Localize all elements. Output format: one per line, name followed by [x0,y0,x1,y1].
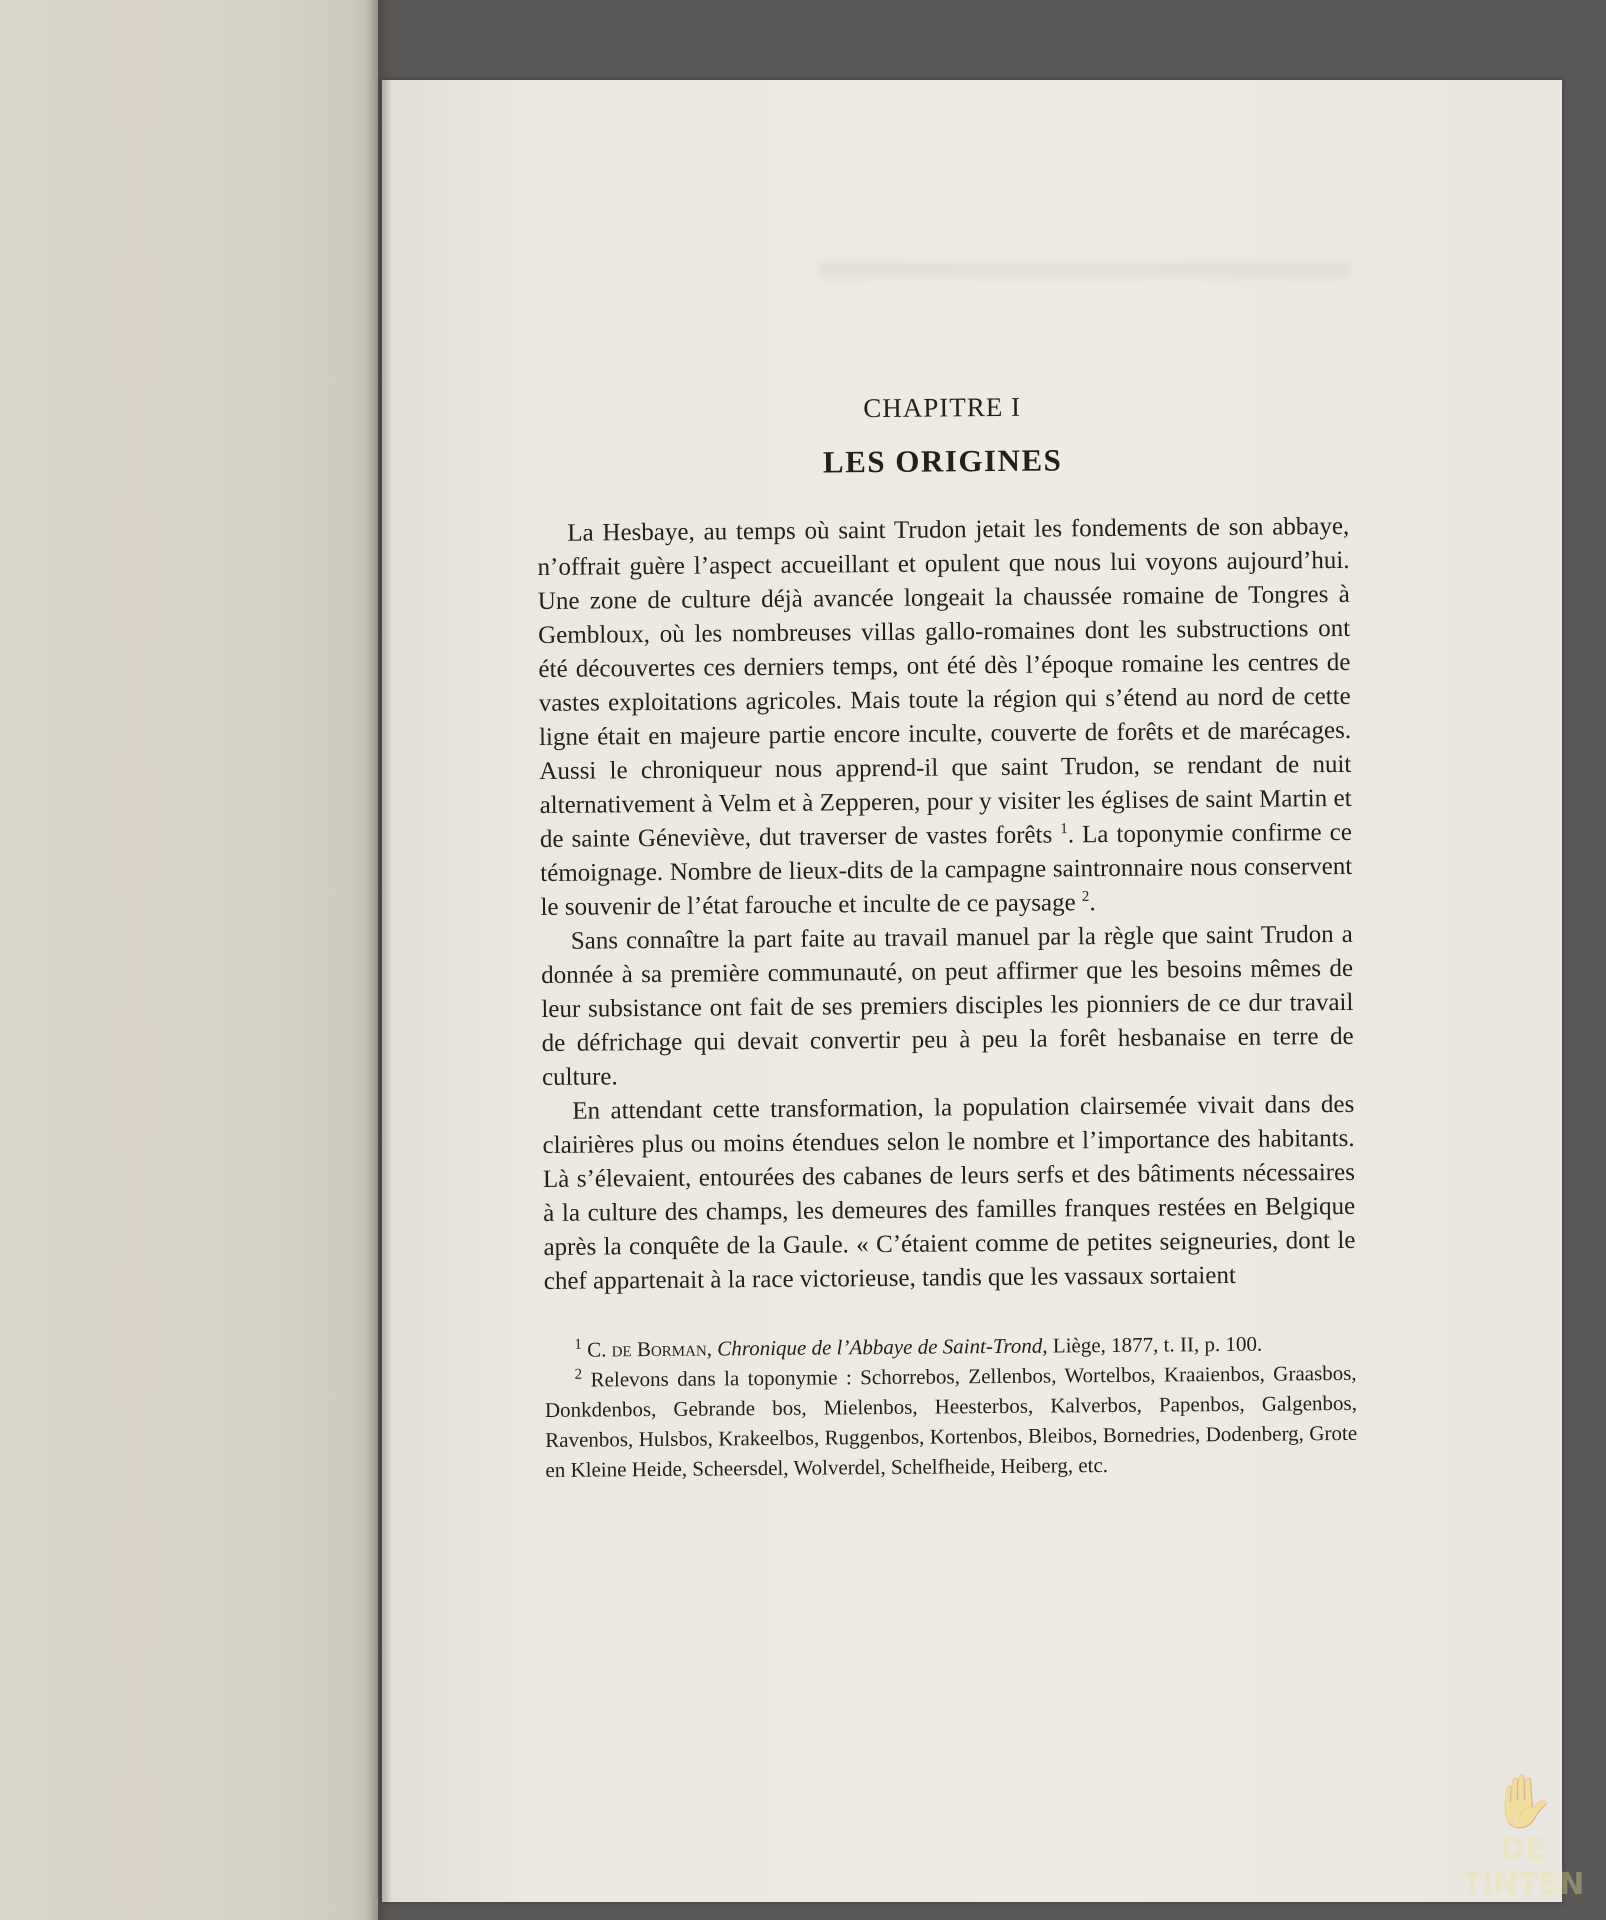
page-text [536,381,1358,1485]
watermark-text: DE TINTEN [1461,1832,1585,1902]
body-text [537,510,1356,1299]
show-through-header [820,262,1350,278]
hand-icon: ✋ [1490,1772,1556,1832]
footnotes [544,1328,1357,1485]
watermark-logo [1448,1772,1598,1902]
chapter-title: LES ORIGINES [822,442,1063,480]
footnote-1: $^1$ C. de Borman, Chronique de l’Abbaye de Saint-Trond, Liège, 1877, t. II, p. 100. [574,1331,1263,1362]
book-gutter [366,0,392,1920]
footnote-ref-2[interactable]: 2 [1081,888,1090,905]
footnote-work-title: Chronique de l’Abbaye de Saint-Trond [717,1333,1043,1361]
paragraph-3: En attendant cette transformation, la population clairsemée vivait dans des clairières plus ou moins étendues selon le nombre et l’importance des habitants. Là s’élevaient, entourées des cabanes de leurs serfs et des bâtiments nécessaires à la culture des champs, les demeures des familles franques restées en Belgique après la conquête de la Gaule. « C’étaient comme de petites seigneuries, dont le chef appartenait à la race victorieuse, tandis que les vassaux sortaient [542,1090,1356,1295]
left-page [0,0,378,1920]
footnote-2: $^2$ Relevons dans la toponymie : Schorrebos, Zellenbos, Wortelbos, Kraaienbos, Graasbos, Donkdenbos, Gebrande bos, Mielenbos, Heesterbos, Kalverbos, Papenbos, Galgenbos, Ravenbos, Hulsbos, Krakeelbos, Ruggenbos, Kortenbos, Bleibos, Bornedries, Dodenberg, Grote en Kleine Heide, Scheersdel, Wolverdel, Schelfheide, Heiberg, etc. [544,1360,1358,1482]
paragraph-2: Sans connaître la part faite au travail manuel par la règle que saint Trudon a donnée à sa première communauté, on peut affirmer que les besoins mêmes de leur subsistance ont fait de ses premiers disciples les pionniers de ce dur travail de défrichage qui devait convertir peu à peu la forêt hesbanaise en terre de culture. [541,920,1354,1091]
chapter-number: CHAPITRE I [863,391,1022,424]
footnote-marker-2: 2 [574,1366,583,1383]
footnote-marker-1: 1 [574,1336,582,1353]
paragraph-1: La Hesbaye, au temps où saint Trudon jetait les fondements de son abbaye, n’offrait guère l’aspect accueillant et opulent que nous lui voyons aujourd’hui. Une zone de culture déjà avancée longeait la chaussée romaine de Tongres à Gembloux, où les nombreuses villas gallo-romaines dont les substructions ont été découvertes ces derniers temps, ont été dès l’époque romaine les centres de vastes exploitations agricoles. Mais toute la région qui s’étend au nord de cette ligne était en majeure partie encore inculte, couverte de forêts et de marécages. Aussi le chroniqueur nous apprend-il que saint Trudon, se rendant de nuit alternativement à Velm et à Zepperen, pour y visiter les églises de saint Martin et de sainte Géneviève, dut traverser de vastes forêts $^1$. La toponymie confirme ce témoignage. Nombre de lieux-dits de la campagne saintronnaire nous conservent le souvenir de l’état farouche et inculte de ce paysage $^2$. [537,512,1353,921]
footnote-ref-1[interactable]: 1 [1060,821,1068,838]
footnote-author: C. de Borman [587,1336,707,1362]
